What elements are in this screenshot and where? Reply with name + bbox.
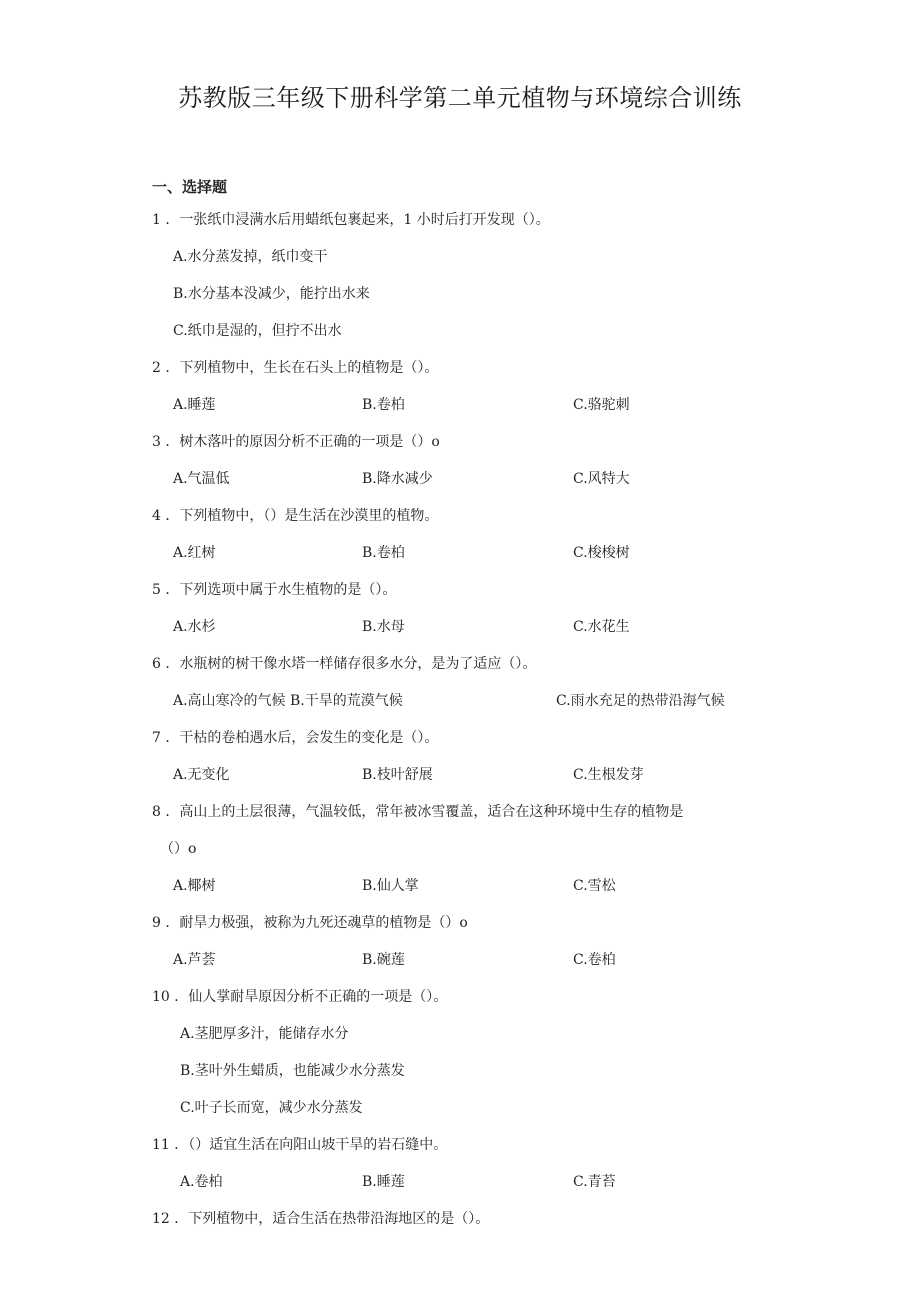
question-11: 11 ．（）适宜生活在向阳山坡干旱的岩石缝中。 [152,1137,448,1153]
section-heading: 一、选择题 [152,178,228,196]
q4-option-a: A.红树 [173,545,216,561]
q4-option-b: B.卷柏 [362,545,405,561]
question-5: 5 ．下列选项中属于水生植物的是（）。 [152,582,397,598]
q2-option-a: A.睡莲 [173,397,216,413]
q6-option-ab: A.高山寒冷的气候 B.干旱的荒漠气候 [173,693,403,709]
q10-option-c: C.叶子长而宽，减少水分蒸发 [180,1100,363,1116]
q11-option-b: B.睡莲 [362,1174,405,1190]
q4-option-c: C.梭梭树 [573,545,630,561]
question-8: 8 ．高山上的土层很薄，气温较低，常年被冰雪覆盖，适合在这种环境中生存的植物是 [152,804,684,820]
q2-option-b: B.卷柏 [362,397,405,413]
q8-option-b: B.仙人掌 [362,878,419,894]
question-7: 7 ．干枯的卷柏遇水后，会发生的变化是（）。 [152,730,439,746]
q1-option-c: C.纸巾是湿的，但拧不出水 [173,323,342,339]
question-8-cont: （）o [160,841,197,857]
q11-option-c: C.青苔 [573,1174,616,1190]
q1-option-a: A.水分蒸发掉，纸巾变干 [173,249,328,265]
q8-option-c: C.雪松 [573,878,616,894]
q5-option-b: B.水母 [362,619,405,635]
question-9: 9 ．耐旱力极强，被称为九死还魂草的植物是（）o [152,915,468,931]
question-6: 6 ．水瓶树的树干像水塔一样储存很多水分，是为了适应（）。 [152,656,537,672]
question-4: 4 ．下列植物中，（）是生活在沙漠里的植物。 [152,508,439,524]
q9-option-a: A.芦荟 [173,952,216,968]
question-2: 2 ．下列植物中，生长在石头上的植物是（）。 [152,360,439,376]
q11-option-a: A.卷柏 [180,1174,223,1190]
question-3: 3 ．树木落叶的原因分析不正确的一项是（）o [152,434,440,450]
question-10: 10 ．仙人掌耐旱原因分析不正确的一项是（）。 [152,989,448,1005]
q7-option-c: C.生根发芽 [573,767,644,783]
q2-option-c: C.骆驼刺 [573,397,630,413]
q5-option-c: C.水花生 [573,619,630,635]
q7-option-a: A.无变化 [173,767,230,783]
question-12: 12 ．下列植物中，适合生活在热带沿海地区的是（）。 [152,1211,490,1227]
q7-option-b: B.枝叶舒展 [362,767,433,783]
q1-option-b: B.水分基本没减少，能拧出水来 [173,286,370,302]
q10-option-a: A.茎肥厚多汁，能储存水分 [180,1026,349,1042]
page-title: 苏教版三年级下册科学第二单元植物与环境综合训练 [178,84,742,112]
q6-option-c: C.雨水充足的热带沿海气候 [556,693,725,709]
q10-option-b: B.茎叶外生蜡质，也能减少水分蒸发 [180,1063,405,1079]
q9-option-c: C.卷柏 [573,952,616,968]
q3-option-b: B.降水减少 [362,471,433,487]
q9-option-b: B.碗莲 [362,952,405,968]
q3-option-a: A.气温低 [173,471,230,487]
q5-option-a: A.水杉 [173,619,216,635]
question-1: 1 ．一张纸巾浸满水后用蜡纸包裹起来，1 小时后打开发现（）。 [152,212,550,228]
q3-option-c: C.风特大 [573,471,630,487]
q8-option-a: A.椰树 [173,878,216,894]
